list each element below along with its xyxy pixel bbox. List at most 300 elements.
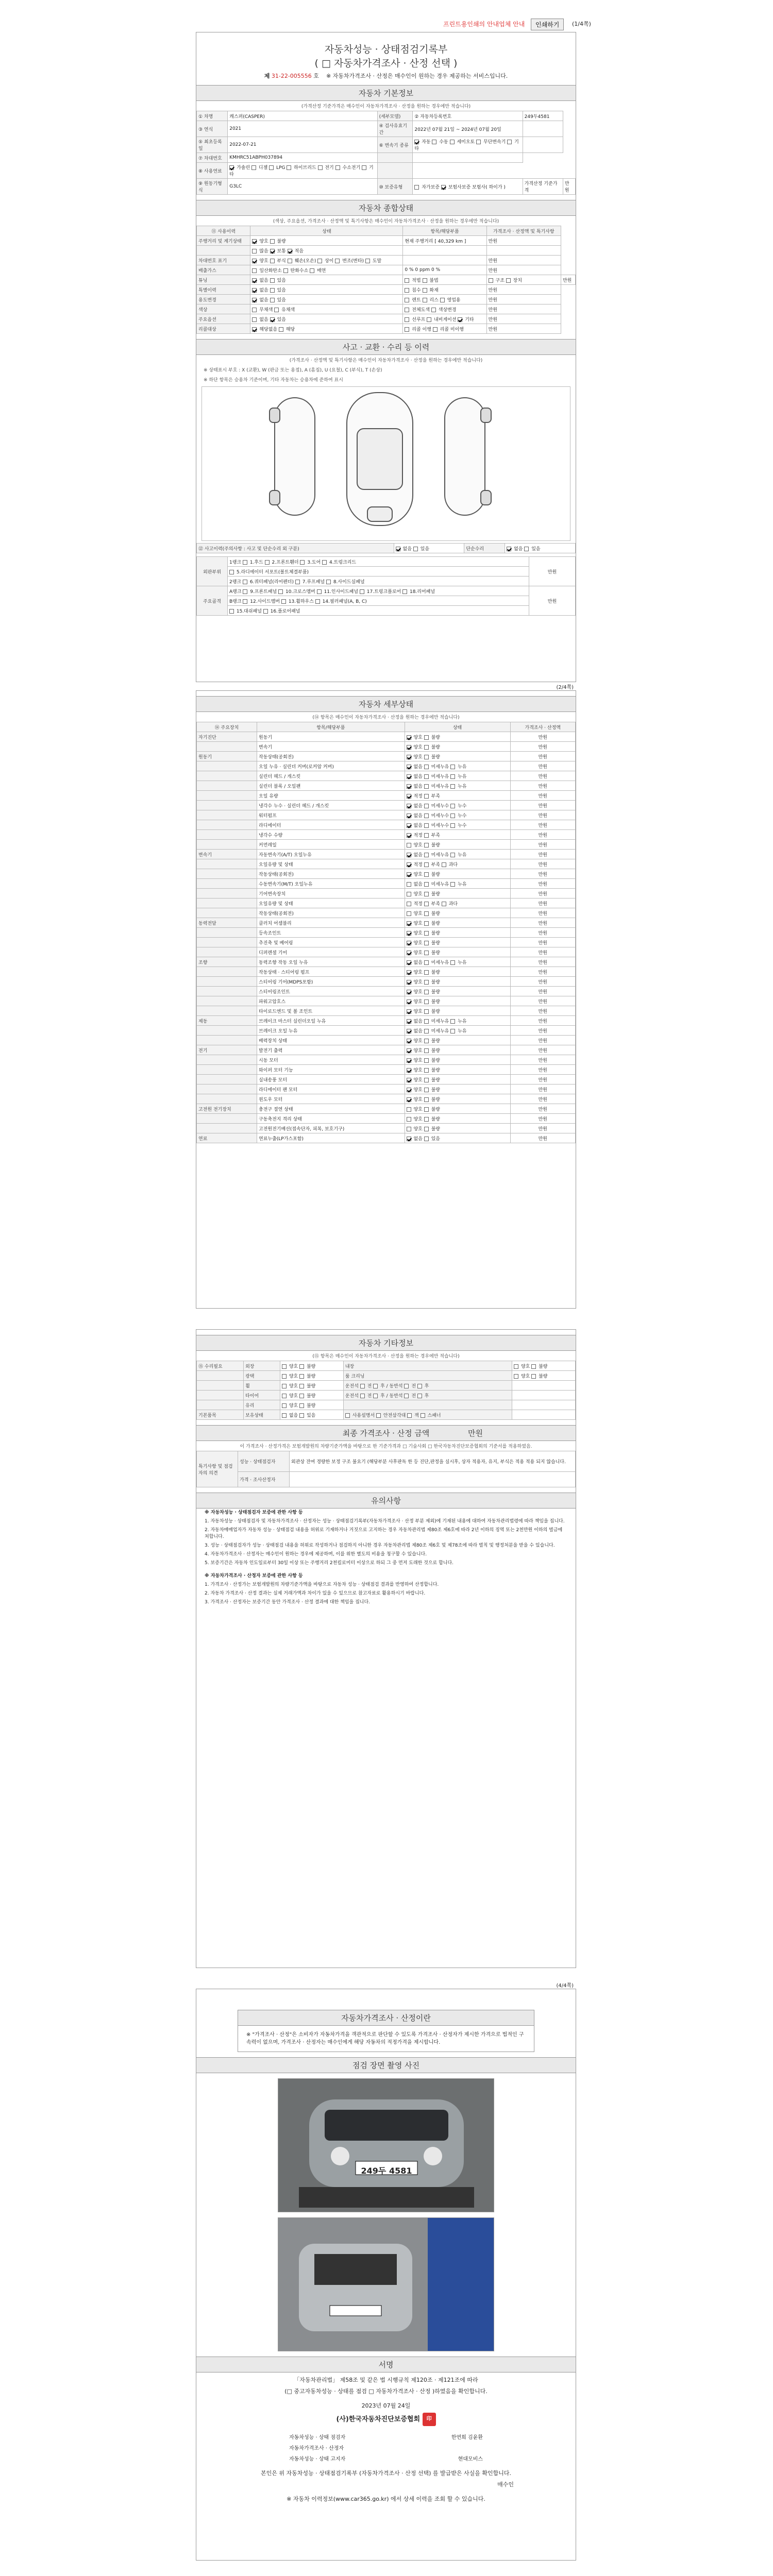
table-cell: 만원	[510, 1006, 575, 1016]
table-cell: 양호 불량	[405, 977, 510, 987]
table-cell: 기어변속장치	[257, 889, 405, 899]
table-cell: 없음 미세누수 누수	[405, 820, 510, 830]
checkbox-icon	[407, 784, 411, 789]
table-cell: 양호 불량	[405, 1065, 510, 1075]
table-cell	[197, 246, 250, 256]
print-button[interactable]: 인쇄하기	[531, 19, 564, 30]
table-cell: 양호 불량	[405, 967, 510, 977]
checkbox-icon	[404, 1384, 409, 1388]
table-cell: 양호 불량	[405, 1104, 510, 1114]
table-cell: 렌트 리스 영업용	[403, 295, 486, 304]
table-cell: 없음 미세누수 누수	[405, 810, 510, 820]
checkbox-icon	[424, 970, 429, 975]
table-cell: ⑮ 수리필요	[197, 1361, 244, 1371]
table-cell: 적정 부족 과다	[405, 899, 510, 908]
checkbox-icon	[450, 774, 455, 779]
table-cell: 주요골격	[197, 586, 228, 616]
checkbox-icon	[376, 1413, 381, 1418]
checkbox-icon	[507, 140, 512, 144]
table-cell: 튜닝	[197, 275, 250, 285]
table-row	[197, 840, 576, 850]
table-row	[197, 179, 576, 195]
table-row	[197, 596, 576, 606]
table-cell: 양호 불량	[405, 889, 510, 899]
checkbox-icon	[407, 921, 411, 926]
checkbox-icon	[270, 288, 275, 293]
table-cell: 실린더 헤드 / 개스킷	[257, 771, 405, 781]
sign-org: (사)한국자동차진단보증협회 印	[196, 2413, 576, 2426]
table-cell: 만원	[510, 928, 575, 938]
checkbox-icon	[405, 298, 409, 302]
table-row	[197, 742, 576, 752]
checkbox-icon	[299, 1384, 304, 1388]
checkbox-icon	[424, 1127, 429, 1131]
signature-text-1: 「자동차관리법」 제58조 및 같은 법 시행규칙 제120조 · 제121조에 따라	[294, 2377, 478, 2383]
table-cell: 타이어	[244, 1391, 280, 1400]
table-cell: 가솔린 디젤 LPG 하이브리드 전기 수소전기 기타	[228, 163, 377, 179]
table-cell: 오일 유량	[257, 791, 405, 801]
checkbox-icon	[413, 547, 418, 551]
table-cell	[197, 1094, 257, 1104]
notice-item: 1. 가격조사 · 산정가는 보험개발원의 차량기준가액을 바탕으로 자동차 성능 · 상태점검 결과를 반영하여 산정합니다.	[205, 1582, 439, 1587]
table-cell: 디퍼렌셜 기어	[257, 947, 405, 957]
table-cell: 양호 불량	[280, 1371, 343, 1381]
table-row	[197, 850, 576, 859]
checkbox-icon	[407, 941, 411, 945]
table-cell	[197, 908, 257, 918]
table-cell: 무채색 유채색	[250, 304, 403, 314]
table-row	[197, 1104, 576, 1114]
checkbox-icon	[514, 1364, 518, 1369]
table-cell: 자가보증 보험사보증 보험사( 하이가 )	[413, 179, 523, 195]
table-row	[197, 771, 576, 781]
wheel-icon	[480, 490, 492, 505]
table-cell: 오일유량 및 상태	[257, 899, 405, 908]
notice-item: 2. 자동차 가격조사 · 산정 결과는 실제 거래가액과 차이가 있을 수 있으므로 참고자료로 활용하시기 바랍니다.	[205, 1591, 426, 1596]
table-row	[197, 918, 576, 928]
checkbox-icon	[421, 1413, 425, 1418]
overall-status-note: (색상, 주요옵션, 가격조사 · 산정액 및 특기사항은 매수인이 자동차가격조사 · 산정을 원하는 경우에만 적습니다)	[273, 219, 499, 224]
checkbox-icon	[322, 560, 327, 565]
table-cell: 양호 불량	[405, 1006, 510, 1016]
table-cell: 침수 화재	[403, 285, 486, 295]
checkbox-icon	[295, 580, 300, 584]
table-header-row	[197, 226, 576, 236]
overall-status-header: 자동차 종합상태	[196, 200, 576, 216]
table-row	[197, 1016, 576, 1026]
checkbox-icon	[407, 990, 411, 994]
table-cell: 윈도우 모터	[257, 1094, 405, 1104]
table-cell	[197, 899, 257, 908]
basic-info-table	[196, 111, 576, 195]
checkbox-icon	[424, 1039, 429, 1043]
checkbox-icon	[424, 1137, 429, 1141]
car-front-image	[278, 2079, 494, 2212]
signer-role: 자동차성능 · 상태 고지자	[289, 2456, 346, 2462]
table-header-cell: ⑭ 주요장치	[197, 722, 257, 732]
table-row	[197, 820, 576, 830]
checkbox-icon	[424, 1088, 429, 1092]
table-cell: ⑨ 원동기형식	[197, 179, 228, 195]
notice-list-2	[196, 1581, 576, 1607]
table-row	[197, 967, 576, 977]
checkbox-icon	[402, 589, 407, 594]
table-cell: 만원	[510, 889, 575, 899]
checkbox-icon	[405, 288, 409, 293]
table-row	[197, 1371, 576, 1381]
table-cell: 만원	[510, 752, 575, 761]
table-cell: 만원	[510, 732, 575, 742]
detail-status-header: 자동차 세부상태	[196, 696, 576, 712]
checkbox-icon	[407, 1029, 411, 1033]
checkbox-icon	[405, 308, 409, 312]
checkbox-icon	[252, 317, 257, 322]
checkbox-icon	[335, 165, 340, 170]
receipt-text: 본인은 위 자동차성능 · 상태점검기록부 (자동차가격조사 · 산정 선택) 를 발급받은 사실을 확인합니다.	[260, 2470, 512, 2477]
signer-name: 현대모비스	[458, 2456, 483, 2462]
checkbox-icon	[424, 1019, 429, 1024]
car-trunk	[367, 506, 393, 522]
checkbox-icon	[407, 833, 411, 838]
table-cell: 만원	[510, 918, 575, 928]
table-cell	[197, 889, 257, 899]
checkbox-icon	[424, 833, 429, 838]
table-cell: 없음 있음	[280, 1410, 343, 1420]
table-cell: 만원	[486, 314, 561, 324]
checkbox-icon	[424, 980, 429, 985]
checkbox-icon	[450, 882, 455, 887]
table-cell	[197, 761, 257, 771]
checkbox-icon	[318, 165, 323, 170]
checkbox-icon	[407, 980, 411, 985]
checkbox-icon	[270, 249, 275, 253]
table-row	[197, 121, 576, 137]
signer-list	[289, 2431, 483, 2464]
table-cell: 양호 불량	[280, 1391, 343, 1400]
photo-header: 점검 장면 촬영 사진	[196, 2057, 576, 2073]
table-cell: 없음 미세누유 누유	[405, 761, 510, 771]
table-cell	[377, 163, 413, 179]
table-cell	[197, 859, 257, 869]
table-cell: 광택	[244, 1371, 280, 1381]
table-row	[197, 1075, 576, 1084]
table-cell: 만원	[510, 1114, 575, 1124]
checkbox-icon	[404, 1394, 409, 1398]
table-row	[197, 236, 576, 246]
checkbox-icon	[450, 1029, 455, 1033]
table-cell: 룸 크리닝	[343, 1371, 512, 1381]
detail-status-note: (⑭ 항목은 매수인이 자동차가격조사 · 산정을 원하는 경우에만 적습니다)	[312, 715, 460, 720]
table-cell: 휠	[244, 1381, 280, 1391]
checkbox-icon	[407, 1039, 411, 1043]
detail-status-table	[196, 722, 576, 1143]
table-row	[197, 1094, 576, 1104]
checkbox-icon	[407, 1107, 411, 1112]
table-header-row	[197, 722, 576, 732]
page-number: (4/4쪽)	[556, 1983, 574, 1989]
sign-date: 2023년 07월 24일	[361, 2402, 411, 2409]
table-cell: 없음 미세누유 누유	[405, 879, 510, 889]
table-cell: 내장	[343, 1361, 512, 1371]
table-cell: 차대번호 표기	[197, 256, 250, 265]
car-damage-diagram	[201, 386, 570, 541]
table-cell: 리콜대상	[197, 324, 250, 334]
checkbox-icon	[287, 165, 291, 170]
table-cell: 특별이력	[197, 285, 250, 295]
table-cell: 만원	[486, 324, 561, 334]
table-cell: 만원	[563, 179, 575, 195]
table-cell: 만원	[510, 1026, 575, 1036]
checkbox-icon	[424, 735, 429, 740]
table-cell	[197, 830, 257, 840]
table-cell: 양호 불량	[250, 236, 403, 246]
table-row	[197, 265, 576, 275]
table-cell: A랭크 9.프론트패널 10.크로스멤버 11.인사이드패널 17.트렁크플로어 18.리어패널	[228, 586, 529, 596]
checkbox-icon	[450, 1019, 455, 1024]
table-cell	[403, 256, 486, 265]
checkbox-icon	[317, 259, 322, 263]
table-cell: 없음 있음	[250, 275, 403, 285]
table-row	[197, 1400, 576, 1410]
checkbox-icon	[458, 317, 462, 322]
checkbox-icon	[407, 735, 411, 740]
table-cell: 만원	[510, 810, 575, 820]
page-number: (2/4쪽)	[556, 685, 574, 690]
table-row	[197, 557, 576, 567]
table-cell: 워터펌프	[257, 810, 405, 820]
checkbox-icon	[229, 570, 234, 574]
table-cell: 2랭크 6.쿼터패널(리어펜더) 7.루프패널 8.사이드실패널	[228, 577, 529, 586]
table-cell: 양호 불량	[405, 1036, 510, 1045]
checkbox-icon	[299, 1413, 304, 1418]
checkbox-icon	[417, 1394, 422, 1398]
checkbox-icon	[424, 911, 429, 916]
table-cell: 양호 불량	[405, 996, 510, 1006]
table-cell: 만원	[486, 304, 561, 314]
table-row	[197, 869, 576, 879]
table-cell: 만원	[510, 742, 575, 752]
checkbox-icon	[506, 278, 511, 283]
checkbox-icon	[282, 1384, 287, 1388]
checkbox-icon	[424, 1097, 429, 1102]
table-cell: ⑤ 최초등록일	[197, 137, 228, 153]
table-cell: 색상	[197, 304, 250, 314]
print-notice: 프린트용인쇄의 안내업체 안내	[443, 21, 525, 28]
table-cell: 냉각수 수량	[257, 830, 405, 840]
checkbox-icon	[407, 745, 411, 750]
checkbox-icon	[427, 317, 431, 322]
checkbox-icon	[251, 165, 256, 170]
table-cell: 없음 미세누유 누유	[405, 1016, 510, 1026]
checkbox-icon	[360, 589, 364, 594]
table-row	[197, 810, 576, 820]
table-cell: 만원	[510, 967, 575, 977]
table-cell: 만원	[510, 791, 575, 801]
table-cell: 외판부위	[197, 557, 228, 586]
document-title: 자동차성능 · 상태점검기록부	[324, 44, 448, 55]
table-cell: 캐스퍼(CASPER)	[228, 111, 377, 121]
table-row	[197, 1026, 576, 1036]
checkbox-icon	[433, 327, 438, 332]
table-cell: 없음 있음	[405, 1133, 510, 1143]
table-row	[197, 830, 576, 840]
checkbox-icon	[407, 882, 411, 887]
table-cell	[197, 947, 257, 957]
car-left-side	[274, 397, 315, 516]
table-row	[197, 1065, 576, 1075]
checkbox-icon	[317, 589, 322, 594]
table-row	[197, 1006, 576, 1016]
table-row	[197, 752, 576, 761]
checkbox-icon	[252, 308, 257, 312]
checkbox-icon	[405, 327, 409, 332]
table-cell: 양호 불량	[405, 732, 510, 742]
checkbox-icon	[424, 1107, 429, 1112]
checkbox-icon	[407, 1019, 411, 1024]
table-cell: 없음 있음	[505, 544, 576, 553]
table-cell: 만원	[486, 285, 561, 295]
checkbox-icon	[450, 853, 455, 857]
wheel-icon	[480, 408, 492, 423]
table-row	[197, 1045, 576, 1055]
checkbox-icon	[450, 814, 455, 818]
table-cell	[197, 771, 257, 781]
table-cell	[403, 246, 486, 256]
notice-item: 2. 자동차매매업자가 자동차 성능 · 상태점검 내용을 허위로 기재하거나 거짓으로 고지하는 경우 자동차관리법 제80조 제6호에 따라 2년 이하의 징역 또는 2천만원 이하의 벌금에 처합니다.	[205, 1528, 563, 1539]
table-cell: 기본품목	[197, 1410, 244, 1420]
accident-summary-table	[196, 543, 576, 553]
table-row	[197, 314, 576, 324]
other-info-header: 자동차 기타정보	[196, 1335, 576, 1351]
basic-info-note: (가격산정 기준가격은 매수인이 자동차가격조사 · 산정을 원하는 경우에만 적습니다)	[301, 104, 471, 109]
table-cell	[197, 938, 257, 947]
table-cell: 스티어링 기어(MDPS포함)	[257, 977, 405, 987]
checkbox-icon	[365, 259, 370, 263]
table-cell: 냉각수 누수 · 실린더 헤드 / 개스킷	[257, 801, 405, 810]
table-cell: 동력전달	[197, 918, 257, 928]
table-cell: 외장	[244, 1361, 280, 1371]
checkbox-icon	[442, 902, 446, 906]
notice-item: 1. 자동차성능 · 상태점검자 및 자동차가격조사 · 산정자는 성능 · 상태점검기록부(자동차가격조사 · 산정 부분 제외)에 기재된 내용에 대하여 자동차관리법령에 따라 책임을 집니다.	[205, 1519, 565, 1524]
table-cell: 양호 불량	[512, 1371, 576, 1381]
table-cell: 실내송풍 모터	[257, 1075, 405, 1084]
checkbox-icon	[424, 921, 429, 926]
table-row	[197, 153, 576, 163]
table-cell: 전기	[197, 1045, 257, 1055]
table-cell: 구동축전지 격리 상태	[257, 1114, 405, 1124]
checkbox-icon	[489, 278, 493, 283]
table-cell: 만원	[510, 996, 575, 1006]
checkbox-icon	[414, 185, 419, 190]
table-cell: 사용설명서 안전삼각대 잭 스패너	[343, 1410, 512, 1420]
checkbox-icon	[407, 765, 411, 769]
checkbox-icon	[407, 862, 411, 867]
table-cell: 양호 불량	[280, 1381, 343, 1391]
table-header-cell: 가격조사 · 산정액 및 특기사항	[486, 226, 561, 236]
checkbox-icon	[252, 288, 257, 293]
checkbox-icon	[243, 589, 247, 594]
checkbox-icon	[282, 1364, 287, 1369]
table-cell: 전체도색 색상변경	[403, 304, 486, 314]
checkbox-icon	[288, 259, 292, 263]
checkbox-icon	[252, 259, 257, 263]
checkbox-icon	[450, 765, 455, 769]
table-cell: 양호 불량	[405, 1045, 510, 1055]
checkbox-icon	[407, 1413, 412, 1418]
table-cell: 조향	[197, 957, 257, 967]
checkbox-icon	[524, 547, 529, 551]
table-cell: 해당없음 해당	[250, 324, 403, 334]
table-row	[197, 879, 576, 889]
checkbox-icon	[424, 999, 429, 1004]
table-cell: 연료	[197, 1133, 257, 1143]
checkbox-icon	[424, 1048, 429, 1053]
table-cell: 만원	[510, 1065, 575, 1075]
table-cell	[512, 1400, 576, 1410]
table-cell: 현재 주행거리 [ 40,329 km ]	[403, 236, 486, 246]
table-cell: 0 % 0 ppm 0 %	[403, 265, 486, 275]
signer-row	[289, 2453, 483, 2464]
table-cell	[197, 977, 257, 987]
table-cell	[197, 1055, 257, 1065]
checkbox-icon	[407, 1127, 411, 1131]
table-cell: 적정 부족	[405, 791, 510, 801]
checkbox-icon	[424, 814, 429, 818]
checkbox-icon	[450, 140, 455, 144]
table-cell: 양호 불량	[405, 752, 510, 761]
table-cell: 작동상태(공회전)	[257, 869, 405, 879]
table-cell: 스티어링조인트	[257, 987, 405, 996]
table-row	[197, 1084, 576, 1094]
checkbox-icon	[424, 990, 429, 994]
checkbox-icon	[407, 814, 411, 818]
checkbox-icon	[531, 1374, 536, 1379]
table-cell	[512, 1391, 576, 1400]
table-cell: 고전원 전기장치	[197, 1104, 257, 1114]
table-cell: 제동	[197, 1016, 257, 1026]
signer-row	[289, 2431, 483, 2442]
opinion-appraiser-text	[290, 1472, 576, 1487]
checkbox-icon	[299, 1403, 304, 1408]
checkbox-icon	[424, 1058, 429, 1063]
notice-item: 3. 가격조사 · 산정자는 보증기간 동안 가격조사 · 산정 결과에 대한 책임을 집니다.	[205, 1600, 371, 1605]
table-cell: 원동기	[257, 732, 405, 742]
table-cell: ④ 검사유효기간	[377, 121, 413, 137]
table-cell: ⑫ 사고이력(주의사항 : 사고 및 단순수리 외 구분)	[197, 544, 394, 553]
table-cell	[197, 1381, 244, 1391]
table-cell: 추진축 및 베어링	[257, 938, 405, 947]
table-cell: 만원	[486, 295, 561, 304]
checkbox-icon	[407, 794, 411, 799]
checkbox-icon	[442, 862, 446, 867]
table-cell: 만원	[510, 761, 575, 771]
table-cell: 자기진단	[197, 732, 257, 742]
checkbox-icon	[407, 1078, 411, 1082]
notice-item: 5. 보증기간은 자동차 인도일로부터 30일 이상 또는 주행거리 2천킬로미터 이상으로 하되 그 중 먼저 도래한 것으로 합니다.	[205, 1561, 454, 1566]
appraisal-def-text: ※ "가격조사 · 산정"은 소비자가 자동차가격을 객관적으로 판단할 수 있도록 가격조사 · 산정자가 제시한 가격으로 법적인 구속력이 없으며, 가격조사 · 산정자는 매수인에게 해당 자동차의 적정가격을 제시합니다.	[238, 2026, 534, 2052]
table-cell: 시동 모터	[257, 1055, 405, 1065]
checkbox-icon	[252, 239, 257, 244]
checkbox-icon	[407, 1068, 411, 1073]
page-indicator: (1/4쪽)	[572, 21, 591, 27]
table-row	[197, 928, 576, 938]
front-photo	[278, 2078, 494, 2212]
table-cell: 라디에이터 팬 모터	[257, 1084, 405, 1094]
signature-header: 서명	[196, 2357, 576, 2372]
table-row	[197, 246, 576, 256]
accident-history-header: 사고 · 교환 · 수리 등 이력	[196, 339, 576, 355]
table-header-cell: 가격조사 · 산정액	[510, 722, 575, 732]
